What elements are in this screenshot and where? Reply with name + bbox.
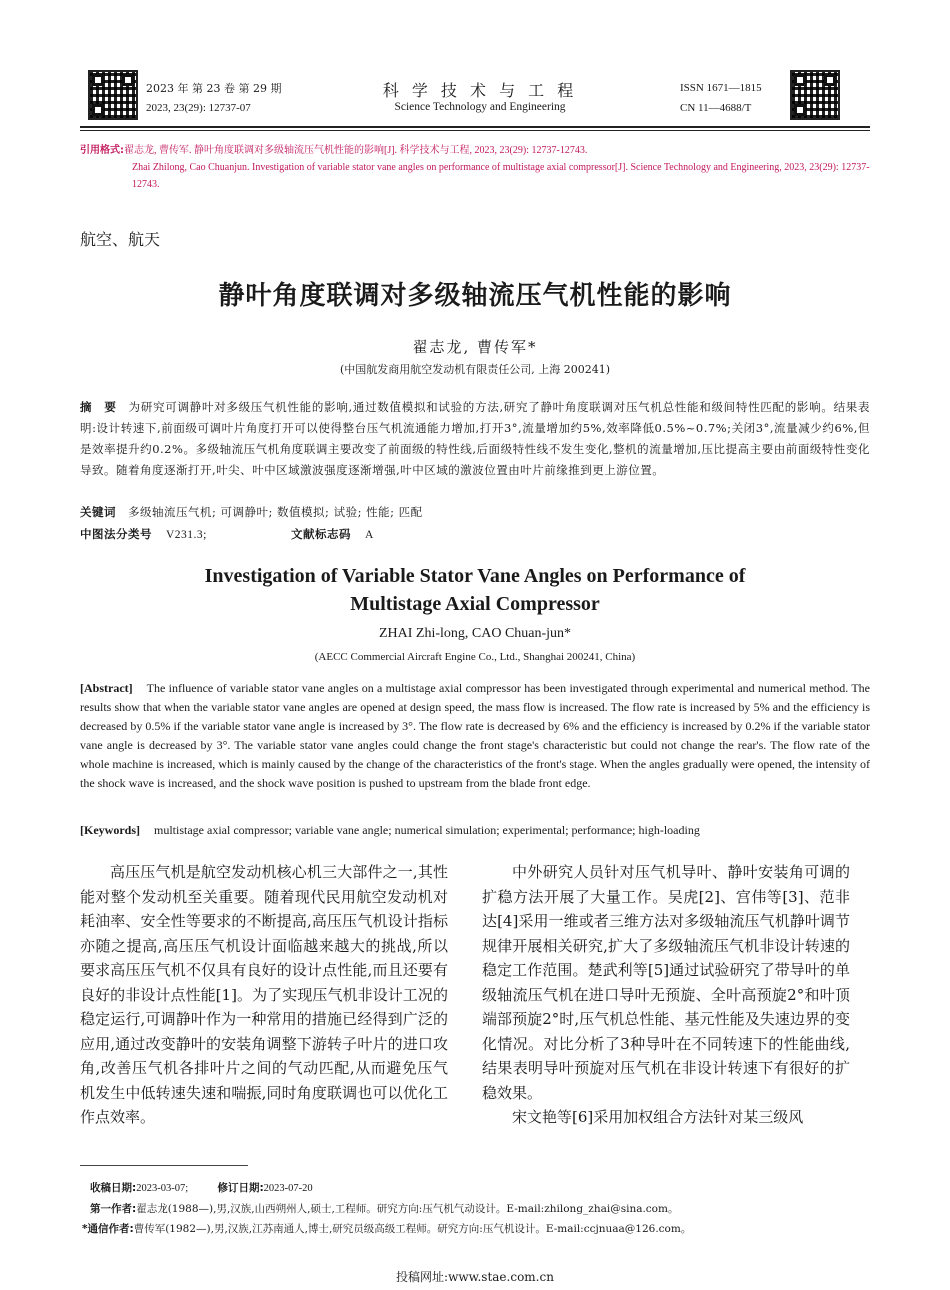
body-column-left <box>80 860 448 1130</box>
authors-cn: 翟志龙, 曹传军* <box>412 338 538 356</box>
revised-label: 修订日期: <box>217 1182 264 1194</box>
header-rule-thick <box>80 126 870 128</box>
classification-label: 中图法分类号 <box>80 527 152 541</box>
journal-name-cn: 科 学 技 术 与 工 程 <box>382 81 578 100</box>
submission-url <box>80 1268 870 1285</box>
body-column-right <box>482 860 850 1130</box>
abstract-en-text: The influence of variable stator vane angles on a multistage axial compressor has been investigated through experimental and numerical method. The results show that when the variable stator vane angles are opened at design speed, the mass flow is increased. The flow rate is increased by 5% and the efficiency is decreased by 0.5% if the variable stator vane angle is increased by 3°. The flow rate is decreased by 6% and the efficiency is increased by 0.2% if the variable stator vane angle is decreased by 3°. The variable stator vane angles could change the front stage's characteristic but could not change the rear's. The flow rate of the whole machine is increased, which is mainly caused by the change of the characteristics of the front's stage. When the angles gradually were opened, the intensity of the shock wave is increased, and the shock wave position is pushed to upstream from the blade front edge. <box>80 681 871 790</box>
footnote-corr-author <box>82 1219 870 1239</box>
received-label: 收稿日期: <box>90 1182 137 1194</box>
abstract-cn-text: 为研究可调静叶对多级压气机性能的影响,通过数值模拟和试验的方法,研究了静叶角度联调对压气机总性能和级间特性匹配的影响。结果表明:设计转速下,前面级可调叶片角度打开可以使得整台压气机流通能力增加,打开3°,流量增加约5%,效率降低0.5%~0.7%;关闭3°,流量减少约6%,但是效率提升约0.2%。多级轴流压气机角度联调主要改变了前面级的特性线,后面级特性线不发生变化,整机的流量增加,压比提高主要由前面级特性变化导致。随着角度逐渐打开,叶尖、叶中区域激波强度逐渐增强,叶中区域的激波位置由叶片前缘推到更上游位置。 <box>80 400 871 477</box>
footnotes <box>82 1178 870 1239</box>
body-paragraph: 高压压气机是航空发动机核心机三大部件之一,其性能对整个发动机至关重要。随着现代民用航空发动机对耗油率、安全性等要求的不断提高,高压压气机设计指标亦随之提高,高压压气机设计面临越来越大的挑战,所以要求高压压气机不仅具有良好的设计点性能,而且还要有良好的非设计点性能[1]。为了实现压气机非设计工况的稳定运行,可调静叶作为一种常用的措施已经得到广泛的应用,通过改变静叶的安装角调整下游转子叶片的进口攻角,改善压气机各排叶片之间的气动匹配,从而避免压气机发生中低转速失速和喘振,同时角度联调也可以优化工作点效率。 <box>80 863 448 1126</box>
keywords-en-label: [Keywords] <box>80 823 140 837</box>
received-date: 2023-03-07; <box>136 1183 189 1194</box>
header-issue-cn: 2023 年 第 23 卷 第 29 期 <box>146 82 282 95</box>
revised-date: 2023-07-20 <box>263 1183 313 1194</box>
citation-en: Zhai Zhilong, Cao Chuanjun. Investigation of variable stator vane angles on performance of multistage axial compressor[J]. Science Technology and Engineering, 2023, 23(29): 12737-12743. <box>132 162 870 190</box>
body-paragraph: 宋文艳等[6]采用加权组合方法针对某三级风 <box>512 1108 804 1126</box>
keywords-en-text: multistage axial compressor; variable vane angle; numerical simulation; experimental; performance; high-loading <box>154 823 700 837</box>
abstract-cn-label: 摘 要 <box>80 400 117 414</box>
authors-en: ZHAI Zhi-long, CAO Chuan-jun* <box>378 626 572 641</box>
submission-url-text: 投稿网址:www.stae.com.cn <box>396 1270 554 1284</box>
title-cn: 静叶角度联调对多级轴流压气机性能的影响 <box>218 281 732 311</box>
affiliation-en: (AECC Commercial Aircraft Engine Co., Ltd., Shanghai 200241, China) <box>314 651 636 663</box>
section-category: 航空、航天 <box>80 230 161 249</box>
doc-code-label: 文献标志码 <box>291 527 352 541</box>
keywords-cn <box>80 502 870 523</box>
corr-author-label: *通信作者: <box>82 1223 134 1235</box>
issn: ISSN 1671—1815 <box>680 82 762 94</box>
citation-cn: 翟志龙, 曹传军. 静叶角度联调对多级轴流压气机性能的影响[J]. 科学技术与工程, 2023, 23(29): 12737-12743. <box>124 145 588 156</box>
classification-row <box>80 524 870 546</box>
abstract-en-label: [Abstract] <box>80 681 133 695</box>
footnote-dates <box>90 1178 870 1199</box>
classification-value: V231.3; <box>166 529 207 541</box>
affiliation-cn: (中国航发商用航空发动机有限责任公司, 上海 200241) <box>339 363 611 376</box>
first-author-text: 翟志龙(1988—),男,汉族,山西朔州人,硕士,工程师。研究方向:压气机气动设计。E-mail:zhilong_zhai@sina.com。 <box>136 1203 679 1215</box>
qr-code-right-icon <box>790 70 840 120</box>
keywords-en <box>80 821 870 840</box>
footnote-first-author <box>90 1199 870 1219</box>
doc-code-value: A <box>365 529 374 541</box>
footnote-rule <box>80 1165 248 1166</box>
abstract-en <box>80 679 870 793</box>
title-en <box>80 562 870 618</box>
citation-block <box>80 142 870 193</box>
title-en-line2: Multistage Axial Compressor <box>350 593 600 615</box>
header-rule-thin <box>80 130 870 131</box>
cn-number: CN 11—4688/T <box>680 102 752 114</box>
qr-code-left-icon <box>88 70 138 120</box>
abstract-cn <box>80 397 870 481</box>
first-author-label: 第一作者: <box>90 1203 137 1215</box>
header-issue-en: 2023, 23(29): 12737-07 <box>146 102 251 114</box>
keywords-cn-label: 关键词 <box>80 505 116 519</box>
title-en-line1: Investigation of Variable Stator Vane Angles on Performance of <box>204 565 746 587</box>
citation-label: 引用格式: <box>80 145 124 156</box>
corr-author-text: 曹传军(1982—),男,汉族,江苏南通人,博士,研究员级高级工程师。研究方向:压气机设计。E-mail:ccjnuaa@126.com。 <box>133 1223 692 1235</box>
keywords-cn-text: 多级轴流压气机; 可调静叶; 数值模拟; 试验; 性能; 匹配 <box>128 505 423 519</box>
journal-name-en: Science Technology and Engineering <box>394 101 566 113</box>
body-paragraph: 中外研究人员针对压气机导叶、静叶安装角可调的扩稳方法开展了大量工作。吴虎[2]、宫伟等[3]、范非达[4]采用一维或者三维方法对多级轴流压气机静叶调节规律开展相关研究,扩大了多级轴流压气机非设计转速的稳定工作范围。楚武利等[5]通过试验研究了带导叶的单级轴流压气机在进口导叶无预旋、全叶高预旋2°和叶顶端部预旋2°时,压气机总性能、基元性能及失速边界的变化情况。对比分析了3种导叶在不同转速下的性能曲线,结果表明导叶预旋对压气机在非设计转速下有很好的扩稳效果。 <box>482 863 850 1102</box>
